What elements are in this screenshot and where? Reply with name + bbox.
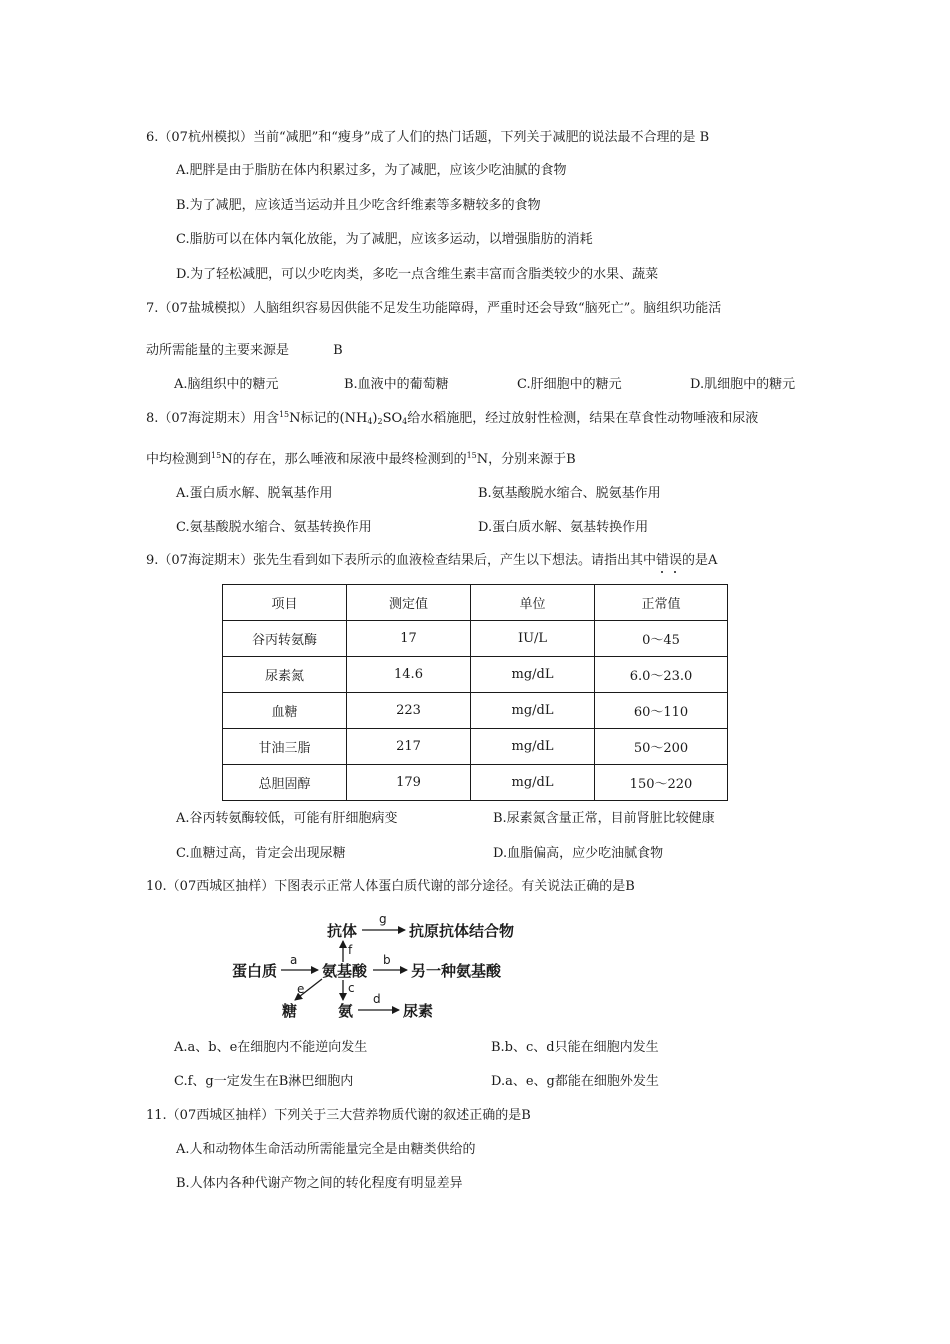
table-header-cell: 正常值 [595,585,728,621]
q8-text-1d: SO [382,411,403,426]
table-header-cell: 项目 [223,585,347,621]
question-9-option-d: D.血脂偏高，应少吃油腻食物 [493,846,664,861]
table-cell: 0～45 [595,621,728,657]
q8-sup-15b: 15 [211,451,222,460]
table-cell: mg/dL [471,657,595,693]
question-6-option-c: C.脂肪可以在体内氧化放能，为了减肥，应该多运动，以增强脂肪的消耗 [176,232,593,247]
diagram-label-f: f [348,943,353,957]
diagram-antigen-antibody-complex: 抗原抗体结合物 [409,922,515,940]
table-cell: 血糖 [223,693,347,729]
table-cell: 谷丙转氨酶 [223,621,347,657]
table-cell: 总胆固醇 [223,765,347,801]
diagram-urea: 尿素 [403,1002,434,1020]
q9-text-b: 的是A [681,553,718,568]
question-7-option-a: A.脑组织中的糖元 [174,377,279,392]
question-6-stem: 6.（07杭州模拟）当前“减肥”和“瘦身”成了人们的热门话题，下列关于减肥的说法最不合理的是 B [146,130,710,145]
question-8-option-a: A.蛋白质水解、脱氧基作用 [176,486,333,501]
question-11-option-a: A.人和动物体生命活动所需能量完全是由糖类供给的 [176,1142,476,1157]
question-6-option-d: D.为了轻松减肥，可以少吃肉类，多吃一点含维生素丰富而含脂类较少的水果、蔬菜 [176,267,659,282]
table-cell: 17 [347,621,471,657]
table-cell: 14.6 [347,657,471,693]
table-cell: IU/L [471,621,595,657]
question-9-option-b: B.尿素氮含量正常，目前肾脏比较健康 [493,811,715,826]
question-10-stem: 10.（07西城区抽样）下图表示正常人体蛋白质代谢的部分途径。有关说法正确的是B [146,879,635,894]
question-10-option-d: D.a、e、g都能在细胞外发生 [491,1074,659,1089]
diagram-label-b: b [383,953,391,967]
question-10-option-c: C.f、g一定发生在B淋巴细胞内 [174,1074,354,1089]
question-8-option-b: B.氨基酸脱水缩合、脱氨基作用 [478,486,661,501]
q8-text-2a: 中均检测到 [146,452,212,467]
q8-text-1c: ) [372,411,378,426]
table-cell: 223 [347,693,471,729]
q8-sub-4: 4 [367,417,373,426]
question-7-stem-line1: 7.（07盐城模拟）人脑组织容易因供能不足发生功能障碍，严重时还会导致“脑死亡”。脑组织功能活 [146,301,722,316]
question-10-option-b: B.b、c、d只能在细胞内发生 [491,1040,659,1055]
table-header-cell: 单位 [471,585,595,621]
diagram-antibody: 抗体 [327,922,358,940]
question-7-option-b: B.血液中的葡萄糖 [344,377,449,392]
question-6-option-b: B.为了减肥，应该适当运动并且少吃含纤维素等多糖较多的食物 [176,198,541,213]
question-8-option-d: D.蛋白质水解、氨基转换作用 [478,520,649,535]
diagram-label-c: c [348,981,355,995]
q8-sub-4b: 4 [402,417,408,426]
table-cell: 179 [347,765,471,801]
q8-sub-2: 2 [377,417,383,426]
diagram-label-g: g [379,912,387,926]
question-7-option-d: D.肌细胞中的糖元 [690,377,796,392]
diagram-ammonia: 氨 [338,1002,354,1020]
question-9-option-c: C.血糖过高，肯定会出现尿糖 [176,846,346,861]
question-8-option-c: C.氨基酸脱水缩合、氨基转换作用 [176,520,372,535]
question-7-option-c: C.肝细胞中的糖元 [517,377,622,392]
table-cell: mg/dL [471,765,595,801]
q8-text-1e: 给水稻施肥，经过放射性检测，结果在草食性动物唾液和尿液 [407,411,759,426]
q9-text-a: 9.（07海淀期末）张先生看到如下表所示的血液检查结果后，产生以下想法。请指出其中 [146,553,656,568]
table-cell: 50～200 [595,729,728,765]
diagram-other-amino-acid: 另一种氨基酸 [411,962,502,980]
q9-emphasis-2: 误 [668,553,682,568]
q8-text-2c: N，分别来源于B [476,452,576,467]
table-cell: 6.0～23.0 [595,657,728,693]
diagram-sugar: 糖 [282,1002,298,1020]
diagram-label-e: e [297,982,305,996]
q9-emphasis-1: 错 [655,553,669,568]
question-6-option-a: A.肥胖是由于脂肪在体内积累过多，为了减肥，应该少吃油腻的食物 [176,163,567,178]
q8-text-1a: 8.（07海淀期末）用含 [146,411,279,426]
diagram-label-d: d [373,992,381,1006]
diagram-protein: 蛋白质 [232,962,278,980]
question-11-stem: 11.（07西城区抽样）下列关于三大营养物质代谢的叙述正确的是B [146,1108,531,1123]
table-cell: 60～110 [595,693,728,729]
diagram-label-a: a [290,953,298,967]
q8-text-1b: N标记的(NH [289,411,368,426]
q8-sup-15: 15 [278,410,290,419]
question-7-answer: B [333,343,343,358]
question-7-stem-text: 动所需能量的主要来源是 [146,343,290,358]
table-cell: 尿素氮 [223,657,347,693]
diagram-amino-acid: 氨基酸 [322,962,368,980]
table-cell: mg/dL [471,693,595,729]
q8-text-2b: N的存在，那么唾液和尿液中最终检测到的 [221,452,467,467]
table-header-cell: 测定值 [347,585,471,621]
table-cell: 150～220 [595,765,728,801]
table-cell: 甘油三脂 [223,729,347,765]
question-10-option-a: A.a、b、e在细胞内不能逆向发生 [174,1040,368,1055]
q8-sup-15c: 15 [466,451,477,460]
table-cell: mg/dL [471,729,595,765]
table-cell: 217 [347,729,471,765]
question-11-option-b: B.人体内各种代谢产物之间的转化程度有明显差异 [176,1176,463,1191]
question-9-option-a: A.谷丙转氨酶较低，可能有肝细胞病变 [176,811,398,826]
